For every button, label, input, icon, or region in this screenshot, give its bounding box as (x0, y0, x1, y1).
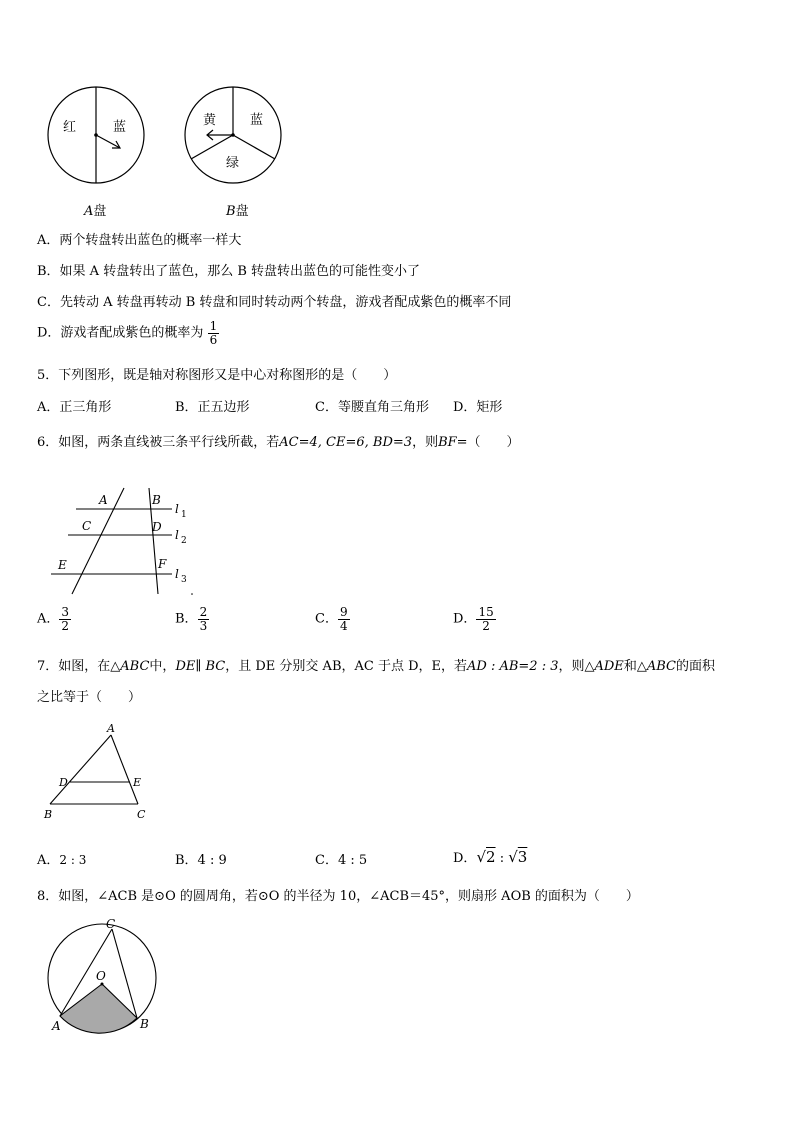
svg-text:l: l (175, 567, 179, 581)
svg-text:1: 1 (181, 510, 187, 520)
q7-option-a: A．2 : 3 (37, 853, 87, 868)
spinner-b-green-label: 绿 (226, 156, 240, 171)
svg-text:E: E (133, 776, 142, 789)
q5-option-c: C．等腰直角三角形 (315, 400, 429, 415)
svg-text:C: C (82, 519, 92, 533)
svg-text:A: A (99, 493, 108, 507)
spinner-b-caption: B盘 (226, 204, 249, 219)
q4-option-d: D．游戏者配成紫色的概率为 $\frac{1}{6}$ (37, 319, 218, 347)
svg-text:A: A (52, 1019, 61, 1033)
spinner-a-figure (44, 84, 154, 188)
svg-text:E: E (58, 558, 67, 572)
q8-stem: 8．如图，∠ACB 是⊙O 的圆周角，若⊙O 的半径为 10，∠ACB＝45°，则扇形 AOB 的面积为（ ） (37, 889, 639, 904)
q6-figure (46, 484, 206, 600)
spinner-b-figure (180, 84, 290, 188)
q5-option-a: A．正三角形 (37, 400, 112, 415)
svg-text:B: B (44, 808, 53, 821)
svg-text:3: 3 (181, 575, 187, 585)
svg-text:D: D (152, 520, 162, 534)
svg-text:2: 2 (181, 536, 187, 546)
q7-option-c: C．4 : 5 (315, 853, 368, 868)
spinner-a-caption: A盘 (84, 204, 107, 219)
fraction: $\frac{1}{6}$ (209, 319, 218, 347)
q6-option-a: A． $\frac{3}{2}$ (37, 605, 70, 633)
spinner-a-blue-label: 蓝 (113, 120, 127, 135)
spinner-a-red-label: 红 (63, 120, 77, 135)
q4-option-b: B．如果 A 转盘转出了蓝色，那么 B 转盘转出蓝色的可能性变小了 (37, 264, 421, 279)
svg-text:C: C (106, 917, 116, 931)
svg-text:B: B (140, 1017, 149, 1031)
q7-figure (38, 722, 158, 822)
q4-option-c: C．先转动 A 转盘再转动 B 转盘和同时转动两个转盘，游戏者配成紫色的概率不同 (37, 295, 512, 310)
q7-option-d: D．√2 : √3 (453, 848, 528, 866)
q4-option-a: A．两个转盘转出蓝色的概率一样大 (37, 233, 242, 248)
q6-option-b: B． $\frac{2}{3}$ (175, 605, 208, 633)
spinner-b-yellow-label: 黄 (203, 113, 217, 128)
q7-option-b: B．4 : 9 (175, 853, 227, 868)
svg-text:O: O (96, 969, 106, 983)
q7-stem-line1: 7．如图，在△ABC中，DE∥ BC，且 DE 分别交 AB，AC 于点 D，E，若AD : AB=2 : 3，则△ADE和△ABC的面积 (37, 659, 715, 674)
svg-text:l: l (175, 502, 179, 516)
svg-text:B: B (152, 493, 161, 507)
svg-text:D: D (59, 776, 68, 789)
q5-option-b: B．正五边形 (175, 400, 250, 415)
svg-text:l: l (175, 528, 179, 542)
q6-stem: 6．如图，两条直线被三条平行线所截，若AC=4, CE=6, BD=3，则BF=（ ） (37, 435, 520, 450)
q5-option-d: D．矩形 (453, 400, 503, 415)
q6-option-c: C． $\frac{9}{4}$ (315, 605, 348, 633)
q5-stem: 5．下列图形，既是轴对称图形又是中心对称图形的是（ ） (37, 368, 397, 383)
q6-option-d: D． $\frac{15}{2}$ (453, 605, 494, 633)
q7-stem-line2: 之比等于（ ） (37, 690, 142, 705)
spinner-b-blue-label: 蓝 (250, 113, 264, 128)
svg-text:A: A (107, 722, 115, 735)
svg-text:F: F (158, 557, 167, 571)
q8-figure (40, 916, 170, 1040)
svg-text:C: C (137, 808, 146, 821)
